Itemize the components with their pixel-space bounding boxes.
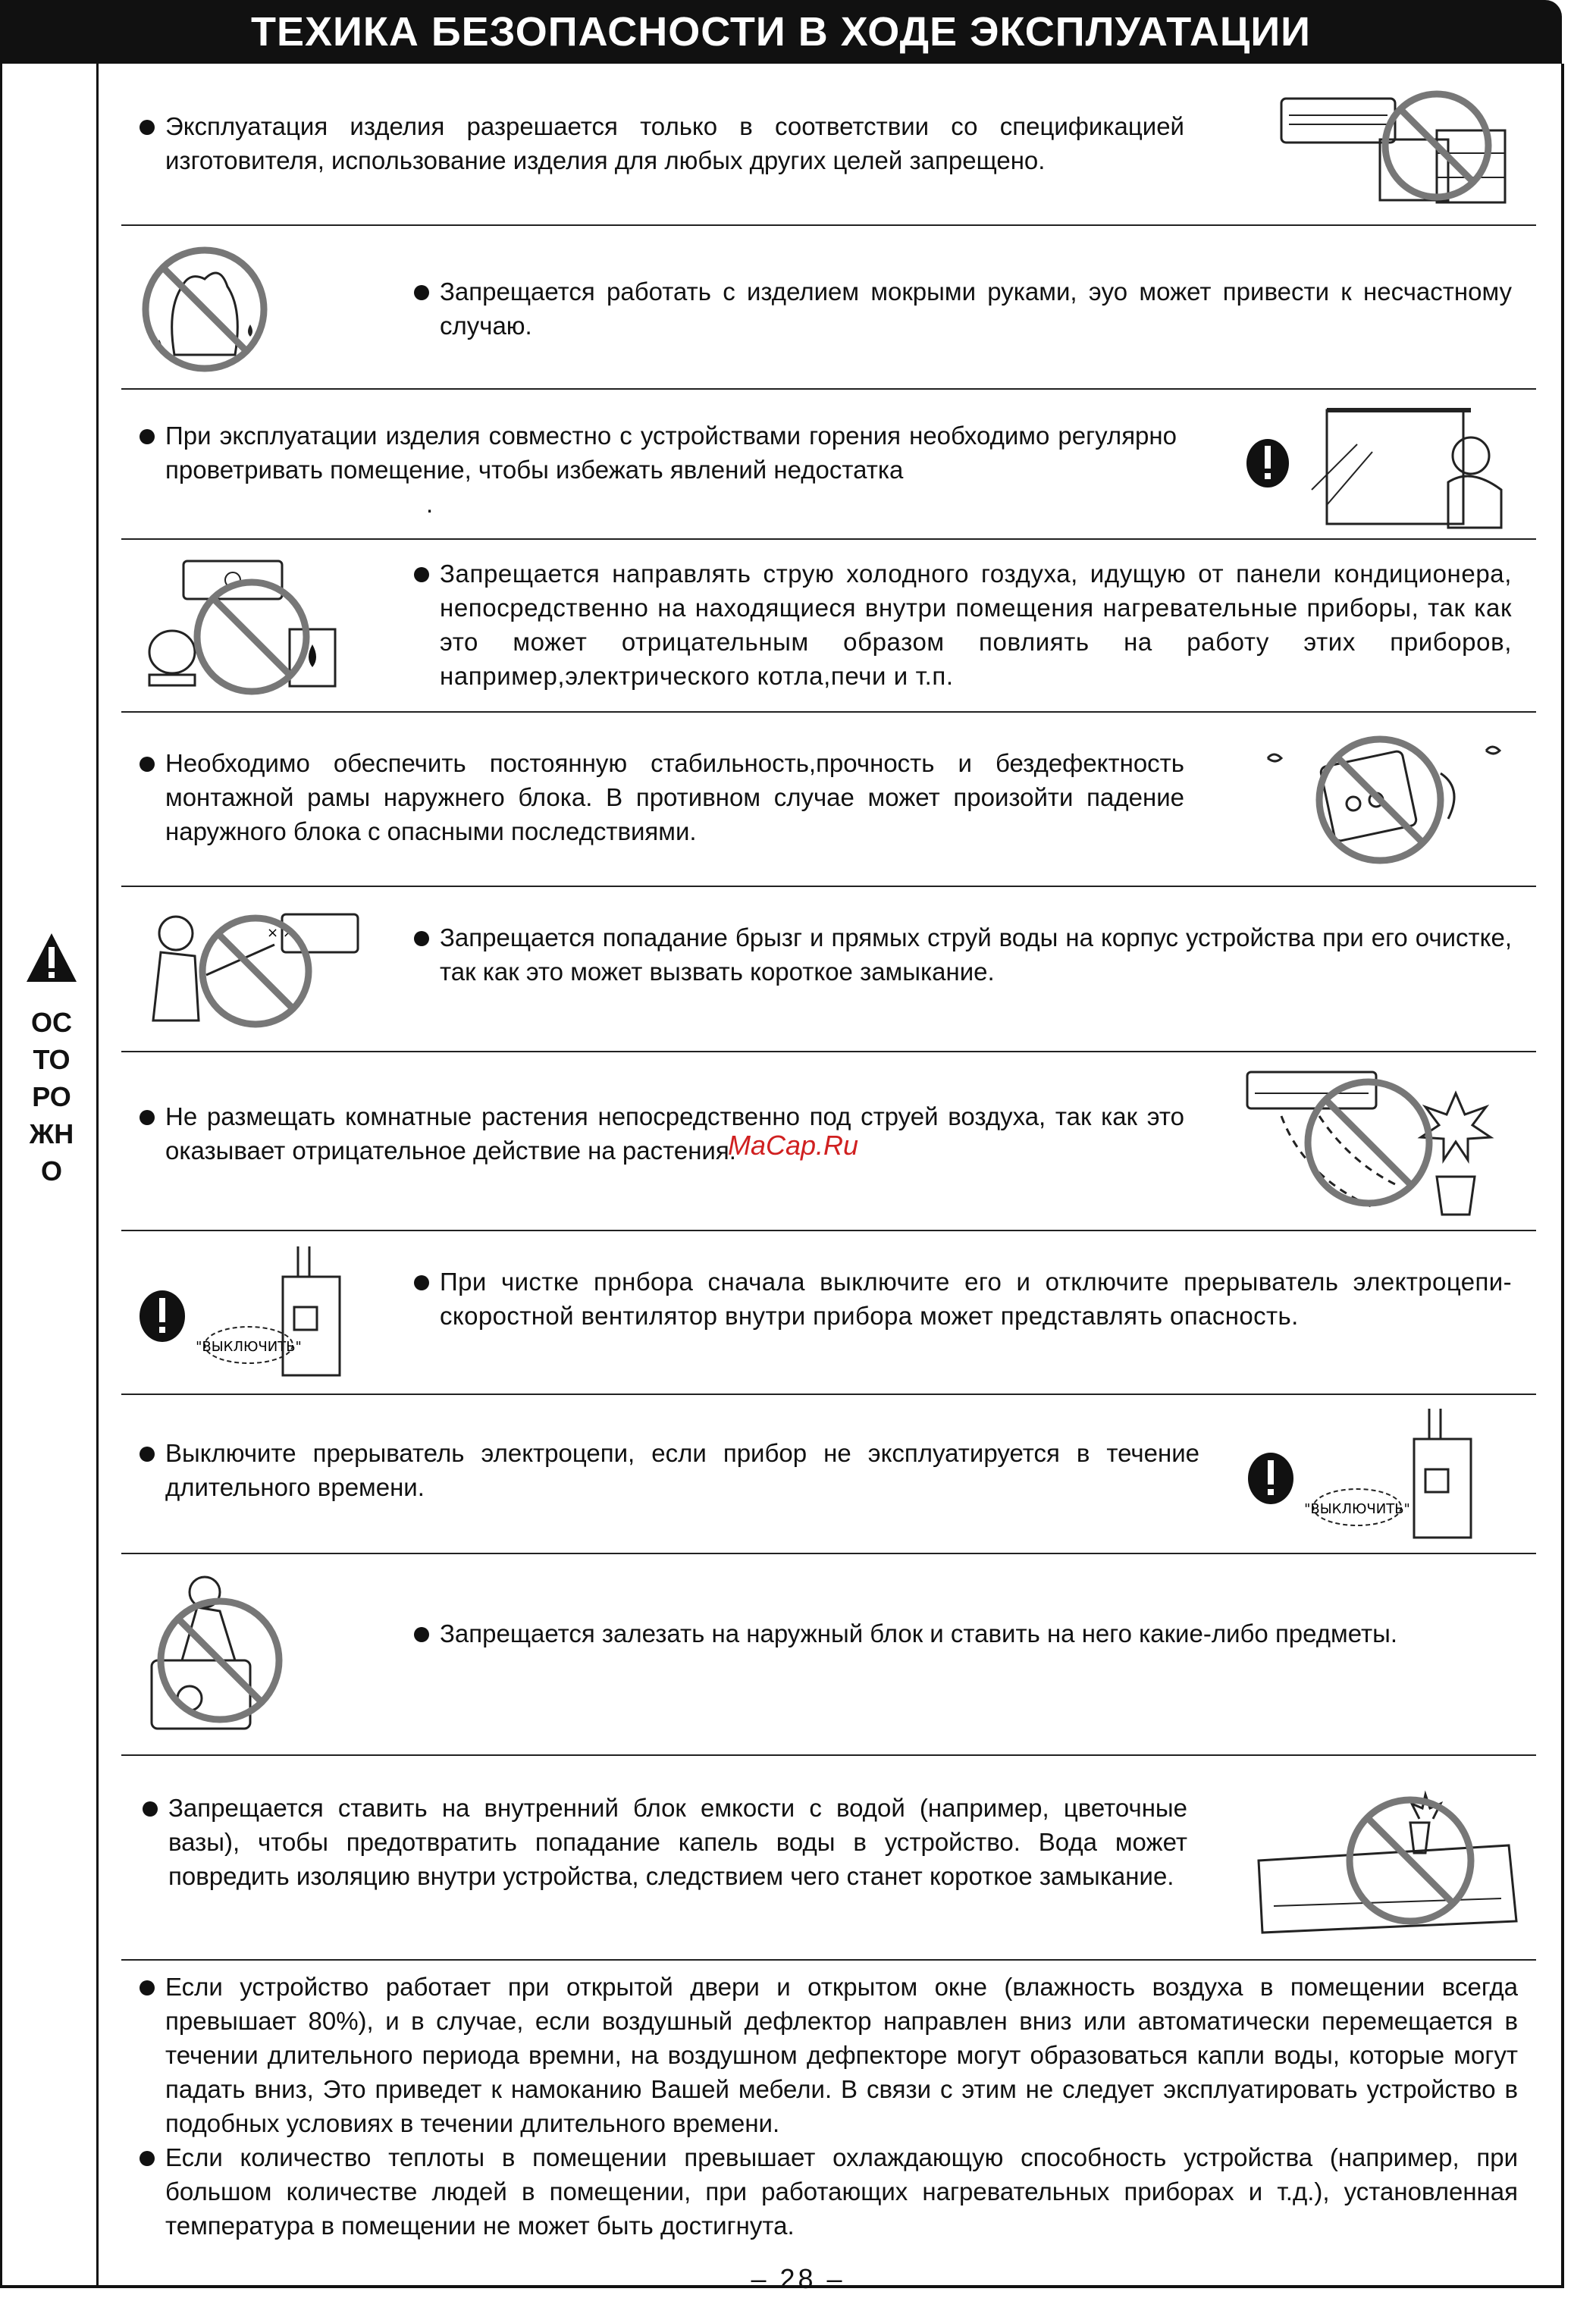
safety-item (121, 538, 1536, 713)
safety-item (121, 388, 1536, 540)
prohibited-water-spray-icon (138, 899, 365, 1036)
note-text: Если устройство работает при открытой двери и открытом окне (влажность воздуха в помещении всегда превышает 80%), и в случае, если воздушный дефлектор направлен вниз или автоматически перемещается в течении длительного периода времни, на воздушном дефпекторе могут образоваться капли воды, которые могут падать вниз, Это приведет к намоканию Вашей мебели. В связи с этим не следует эксплуатировать устройство в подобных условиях в течении длительного времени. (138, 1970, 1518, 2140)
safety-item (121, 711, 1536, 887)
safety-item (121, 1394, 1536, 1554)
page-title: ТЕХИКА БЕЗОПАСНОСТИ В ХОДЕ ЭКСПЛУАТАЦИИ (0, 0, 1562, 64)
page-number: – 28 – (751, 2263, 845, 2294)
item-text: Эксплуатация изделия разрешается только в соответствии со спецификацией изготовителя, использование изделия для любых других целей запрещено. (138, 109, 1184, 177)
item-text: При чистке прнбора сначала выключите его и отключите прерыватель электроцепи-скоростной вентилятор внутри прибора может представлять опасность. (412, 1265, 1512, 1333)
item-text: Запрещается ставить на внутренний блок емкости с водой (например, цветочные вазы), чтобы предотвратить попадание капель воды в устройство. Вода может повредить изоляцию внутри устройства, следствием чего станет короткое замыкание. (141, 1791, 1187, 1893)
prohibited-climb-unit-icon (136, 1569, 303, 1744)
safety-item (121, 1230, 1536, 1395)
item-text: Необходимо обеспечить постоянную стабильность,прочность и бездефектность монтажной рамы наружнего блока. В противном случае может произойти падение наружного блока с опасными последствиями. (138, 746, 1184, 848)
ventilate-room-icon (1243, 399, 1524, 531)
speech-bubble-text: "ВЫКЛЮЧИТЬ" (196, 1339, 302, 1355)
item-text: Не размещать комнатные растения непосредственно под струей воздуха, так как это оказывает отрицательное действие на растения. (138, 1099, 1184, 1168)
note-text: Если количество теплоты в помещении превышает охлаждающую способность устройства (например, при большом количестве людей в помещении, при работающих нагревательных приборах и т.д.), установленная температура в помещении не может быть достигнута. (138, 2140, 1518, 2243)
item-text: Запрещается направлять струю холодного гоздуха, идущую от панели кондиционера, непосредственно на находящиеся внутри помещения нагревательные приборы, так как это может отрицательным образом повлиять на работу этих приборов, например,электрического котла,печи и т.п. (412, 556, 1512, 693)
switch-off-breaker-icon (135, 1246, 385, 1383)
notes-block (121, 1959, 1536, 2270)
safety-item (121, 1754, 1536, 1961)
item-text: При эксплуатации изделия совместно с устройствами горения необходимо регулярно проветривать помещение, чтобы избежать явлений недостатка (138, 419, 1177, 487)
svg-text:× ×: × × (267, 925, 294, 941)
switch-off-breaker-icon (1243, 1409, 1516, 1545)
prohibited-wet-hands-icon (136, 241, 273, 378)
item-text: Запрещается работать с изделием мокрыми руками, эуо может привести к несчастному случаю. (412, 274, 1512, 343)
prohibited-airflow-heater-icon (138, 553, 365, 698)
safety-item (121, 886, 1536, 1052)
item-text: Выключите прерыватель электроцепи, если прибор не эксплуатируется в течение длительного времени. (138, 1436, 1199, 1504)
sidebar (2, 64, 99, 2285)
sidebar-caution-label: ОСТОРОЖНО (29, 1007, 74, 1187)
item-text-tail: . (426, 490, 434, 518)
safety-item (121, 1553, 1536, 1756)
prohibited-plant-airflow-icon (1243, 1063, 1516, 1222)
prohibited-misuse-icon (1274, 85, 1516, 214)
item-text: Запрещается залезать на наружный блок и ставить на него какие-либо предметы. (412, 1616, 1512, 1651)
watermark: MaCap.Ru (728, 1130, 859, 1161)
speech-bubble-text: "ВЫКЛЮЧИТЬ" (1304, 1501, 1410, 1517)
safety-item (121, 224, 1536, 390)
prohibited-unit-fall-icon (1259, 728, 1516, 872)
safety-item (121, 64, 1536, 226)
item-text: Запрещается попадание брызг и прямых струй воды на корпус устройства при его очистке, так как это может вызвать короткое замыкание. (412, 920, 1512, 989)
prohibited-vase-on-unit-icon (1243, 1777, 1524, 1944)
warning-triangle-icon (25, 932, 78, 985)
